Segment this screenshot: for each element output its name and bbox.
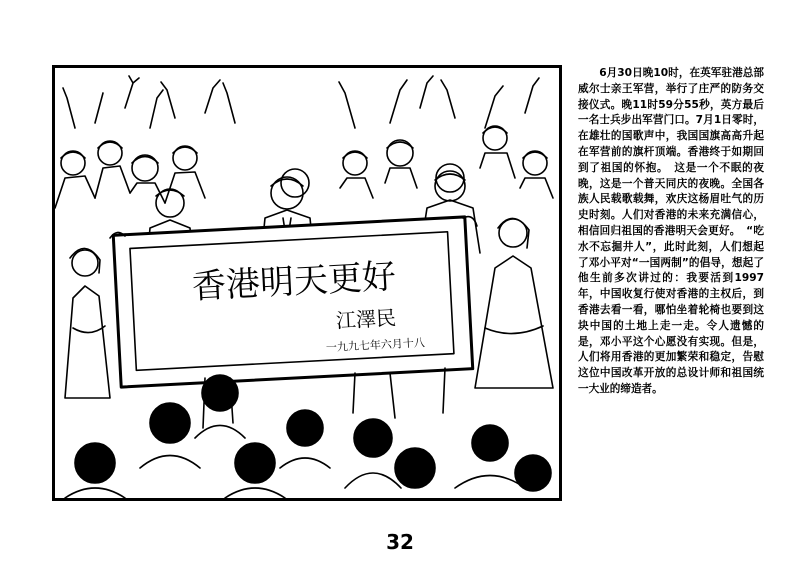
raised-arm [161, 82, 175, 118]
caption-text: 6月30日晚10时，在英军驻港总部威尔士亲王军营，举行了庄严的防务交接仪式。晚11时59分55秒，英方最后一名士兵步出军营门口。7月1日零时，在雄壮的国歌声中，我国国旗高高升起在军营前的旗杆顶端。香港终于如期回到了祖国的怀抱。 这是一个不眠的夜晚，这是一个普天同庆的夜晚。全国各族人民载歌载舞，欢庆这杨眉吐气的历史时刻。人们对香港的未来充满信心，相信回归祖国的香港明天会更好。 “吃水不忘掘井人”，此时此刻，人们想起了邓小平对“一国两制”的倡导，想起了他生前多次讲过的：我要活到1997年，中国收复行使对香港的主权后，到香港去看一看，哪怕坐着轮椅也要到这块中国的土地上走一走。令人遗憾的是，邓小平这个心愿没有实现。但是，人们将用香港的更加繁荣和稳定，告慰这位中国改革开放的总设计师和祖国统一大业的缔造者。 [578, 67, 764, 395]
crowd-head [281, 169, 309, 197]
raised-arm [525, 78, 539, 113]
audience-head [354, 419, 392, 457]
raised-arm [63, 88, 75, 128]
raised-arm [339, 82, 355, 128]
audience-head [75, 443, 115, 483]
audience-head [472, 425, 508, 461]
audience-head [235, 443, 275, 483]
audience-head [287, 410, 323, 446]
crowd-head [387, 140, 413, 166]
raised-arm [95, 93, 103, 123]
celebration-illustration [55, 68, 559, 498]
crowd-head [436, 164, 464, 192]
comic-panel [52, 65, 562, 501]
raised-arm [150, 90, 163, 128]
banner-slogan: 香港明天更好 [191, 256, 397, 308]
raised-arm [390, 80, 407, 123]
raised-arm [441, 80, 455, 118]
page-number: 32 [386, 530, 414, 554]
audience-head [395, 448, 435, 488]
audience-head [150, 403, 190, 443]
raised-arm [485, 86, 503, 128]
raised-arm [223, 83, 235, 123]
raised-arm [205, 80, 220, 113]
raised-arm [125, 76, 139, 108]
raised-arm [420, 76, 433, 108]
banner-date: 一九九七年六月十八 [325, 336, 426, 355]
banner-signature: 江澤民 [335, 305, 397, 333]
